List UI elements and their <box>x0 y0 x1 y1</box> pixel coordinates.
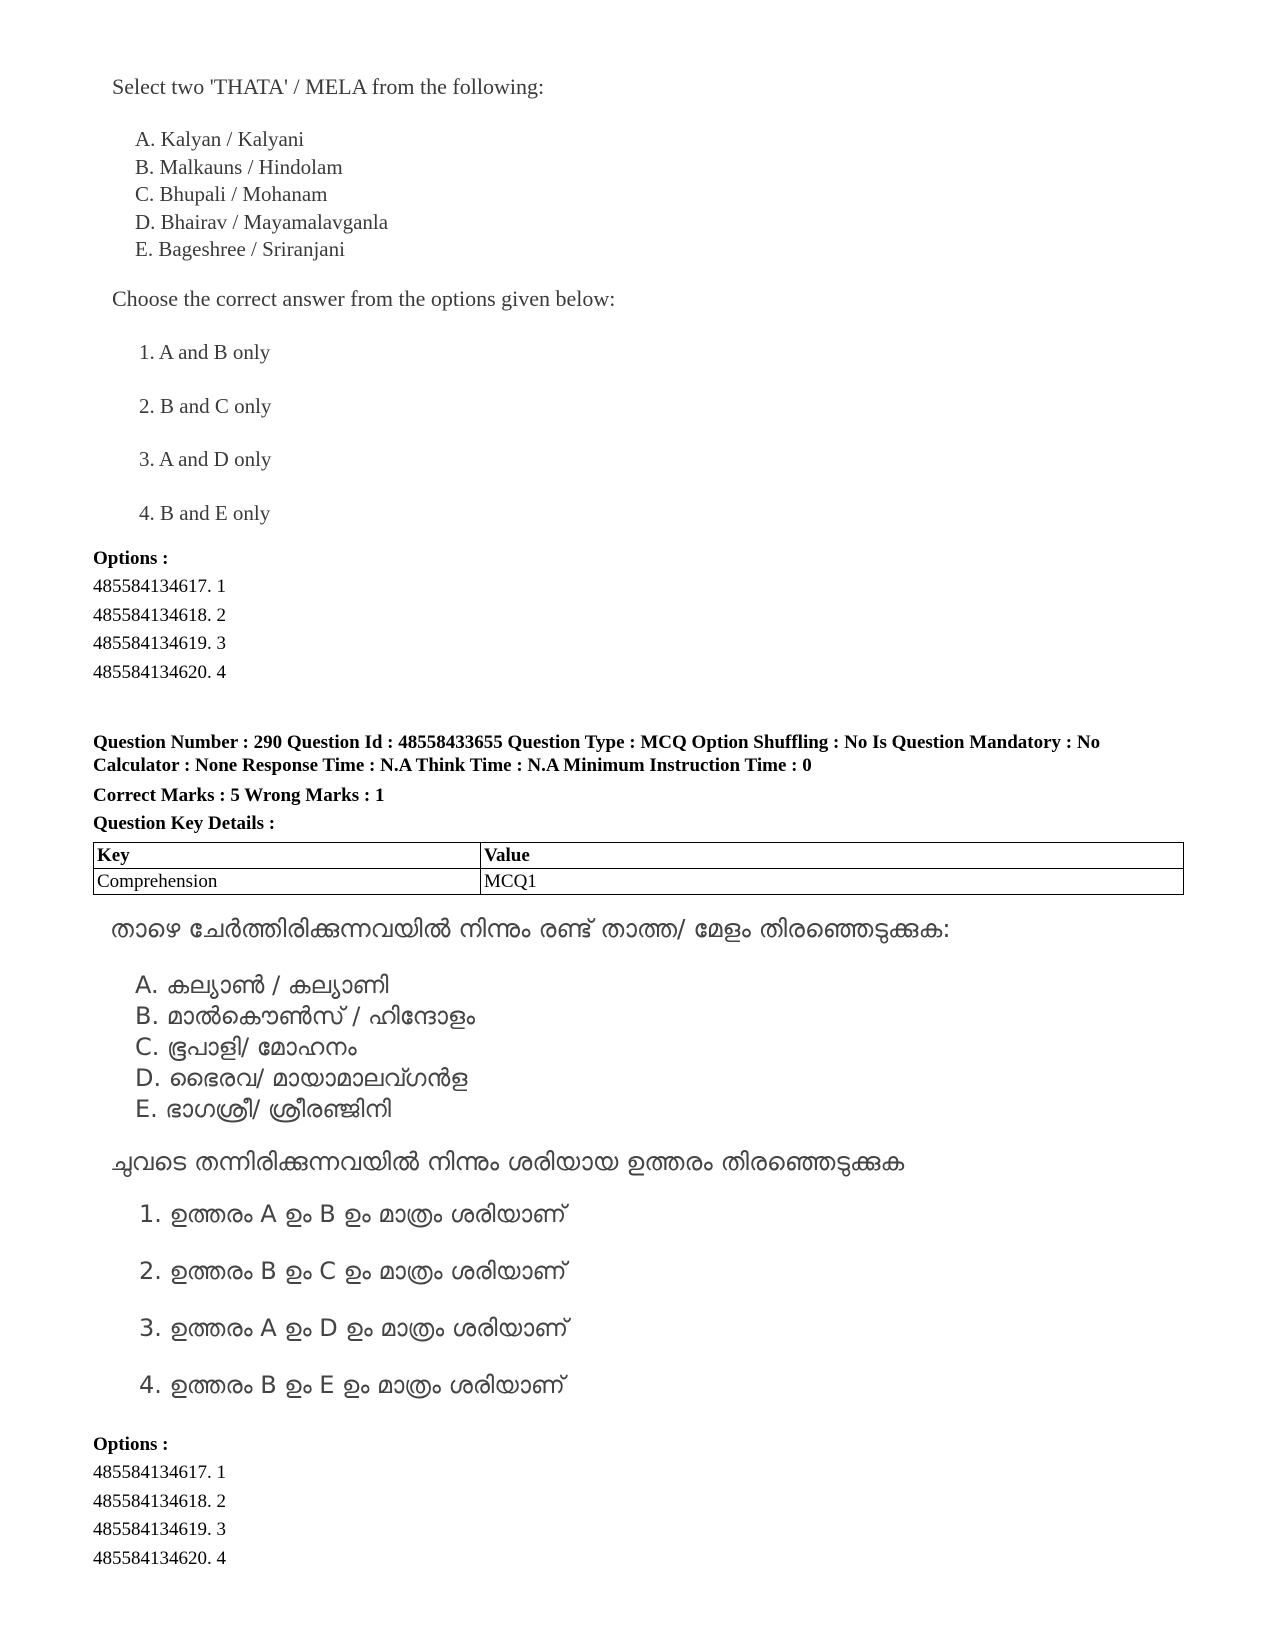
choose-instruction-ml: ചുവടെ തന്നിരിക്കുന്നവയിൽ നിന്നും ശരിയായ ഉത്തരം തിരഞ്ഞെടുക്കുക <box>110 1147 905 1176</box>
table-cell: Comprehension <box>94 869 481 895</box>
option-row: 485584134618. 2 <box>93 604 226 626</box>
question-meta: Question Number : 290 Question Id : 48558433655 Question Type : MCQ Option Shuffling : No Is Question Mandatory : No Calculator : None Response Time : N.A Think Time : N.A Minimum Instruction Time : 0 <box>93 732 1101 776</box>
marks-line: Correct Marks : 5 Wrong Marks : 1 <box>93 785 385 806</box>
answer-item: 2. ഉത്തരം B ഉം C ഉം മാത്രം ശരിയാണ് <box>139 1257 567 1285</box>
statement-item: D. Bhairav / Mayamalavganla <box>135 209 389 234</box>
statement-item: B. Malkauns / Hindolam <box>135 154 343 179</box>
statement-item: E. ഭാഗശ്രീ/ ശ്രീരഞ്ജിനി <box>135 1095 391 1123</box>
table-row <box>94 869 1184 895</box>
answer-item: 2. B and C only <box>139 393 272 418</box>
options-block-2 <box>93 1434 226 1574</box>
option-row: 485584134619. 3 <box>93 633 226 655</box>
statement-item: E. Bageshree / Sriranjani <box>135 237 345 261</box>
table-header-cell: Value <box>481 843 1184 869</box>
statement-item: D. ഭൈരവ/ മായാമാലവ്ഗൻള <box>135 1064 468 1092</box>
question-title-ml: താഴെ ചേർത്തിരിക്കുന്നവയിൽ നിന്നും രണ്ട് താത്ത/ മേളം തിരഞ്ഞെടുക്കുക: <box>110 914 951 943</box>
statement-item: C. ഭൂപാളി/ മോഹനം <box>135 1033 357 1061</box>
option-row: 485584134619. 3 <box>93 1519 226 1541</box>
answer-item: 3. A and D only <box>139 447 272 471</box>
option-row: 485584134617. 1 <box>93 1462 226 1483</box>
statement-list-en <box>135 126 388 264</box>
table-cell: MCQ1 <box>481 869 1184 895</box>
choose-instruction-en: Choose the correct answer from the options given below: <box>112 286 616 311</box>
option-row: 485584134617. 1 <box>93 576 226 597</box>
options-label: Options : <box>93 548 169 569</box>
options-label: Options : <box>93 1434 169 1455</box>
key-details-label: Question Key Details : <box>93 813 276 834</box>
statement-list-ml <box>135 970 475 1125</box>
answer-item: 1. A and B only <box>139 340 271 364</box>
answer-list-ml <box>139 1200 568 1428</box>
key-details-table <box>93 842 1184 895</box>
option-row: 485584134618. 2 <box>93 1490 226 1512</box>
statement-item: A. കല്യാൺ / കല്യാണി <box>135 971 389 999</box>
statement-item: C. Bhupali / Mohanam <box>135 182 328 206</box>
option-row: 485584134620. 4 <box>93 1548 226 1570</box>
answer-item: 1. ഉത്തരം A ഉം B ഉം മാത്രം ശരിയാണ് <box>139 1200 567 1228</box>
answer-item: 3. ഉത്തരം A ഉം D ഉം മാത്രം ശരിയാണ് <box>139 1314 569 1342</box>
question-title-en: Select two 'THATA' / MELA from the following: <box>112 74 545 99</box>
option-row: 485584134620. 4 <box>93 662 226 684</box>
table-header-row <box>94 843 1184 869</box>
options-block-1 <box>93 548 226 688</box>
table-header-cell: Key <box>94 843 481 869</box>
statement-item: A. Kalyan / Kalyani <box>135 127 305 151</box>
answer-item: 4. ഉത്തരം B ഉം E ഉം മാത്രം ശരിയാണ് <box>139 1371 565 1399</box>
answer-list-en <box>139 340 271 554</box>
answer-item: 4. B and E only <box>139 500 271 525</box>
statement-item: B. മാൽകൌൺസ് / ഹിന്ദോളം <box>135 1002 476 1030</box>
